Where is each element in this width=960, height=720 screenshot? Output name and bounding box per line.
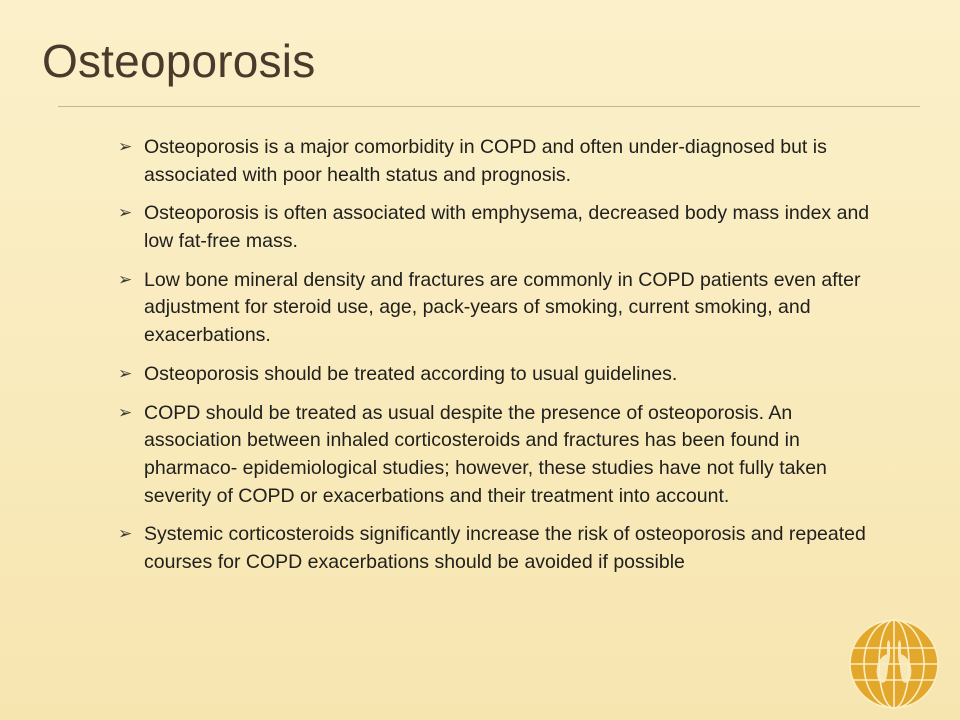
bullet-marker-icon: ➢ (118, 363, 133, 383)
bullet-marker-icon: ➢ (118, 402, 133, 422)
list-item-text: COPD should be treated as usual despite the presence of osteoporosis. An association between inhaled corticosteroids and fractures has been found in pharmaco- epidemiological studies; however, these studies have not fully taken severity of COPD or exacerbations and their treatment into account. (144, 401, 827, 507)
list-item-text: Osteoporosis is a major comorbidity in COPD and often under-diagnosed but is associated with poor health status and prognosis. (144, 136, 827, 186)
bullet-marker-icon: ➢ (118, 203, 133, 223)
list-item (118, 400, 878, 511)
list-item-text: Osteoporosis is often associated with emphysema, decreased body mass index and low fat-free mass. (144, 202, 870, 253)
bullet-marker-icon: ➢ (118, 137, 133, 156)
title-divider (58, 106, 920, 107)
list-item-text: Low bone mineral density and fractures are commonly in COPD patients even after adjustment for steroid use, age, pack-years of smoking, current smoking, and exacerbations. (144, 268, 861, 347)
bullet-marker-icon: ➢ (118, 524, 133, 544)
bullet-marker-icon: ➢ (118, 269, 133, 289)
list-item (118, 134, 878, 189)
list-item (118, 200, 878, 255)
list-item (118, 361, 878, 389)
list-item-text: Systemic corticosteroids significantly increase the risk of osteoporosis and repeated courses for COPD exacerbations should be avoided if possible (144, 523, 866, 573)
page-title: Osteoporosis (42, 35, 316, 87)
list-item-text: Osteoporosis should be treated according to usual guidelines. (144, 362, 678, 385)
list-item (118, 267, 878, 350)
globe-lungs-logo (846, 616, 942, 712)
list-item (118, 521, 878, 576)
bullet-list (118, 134, 878, 588)
